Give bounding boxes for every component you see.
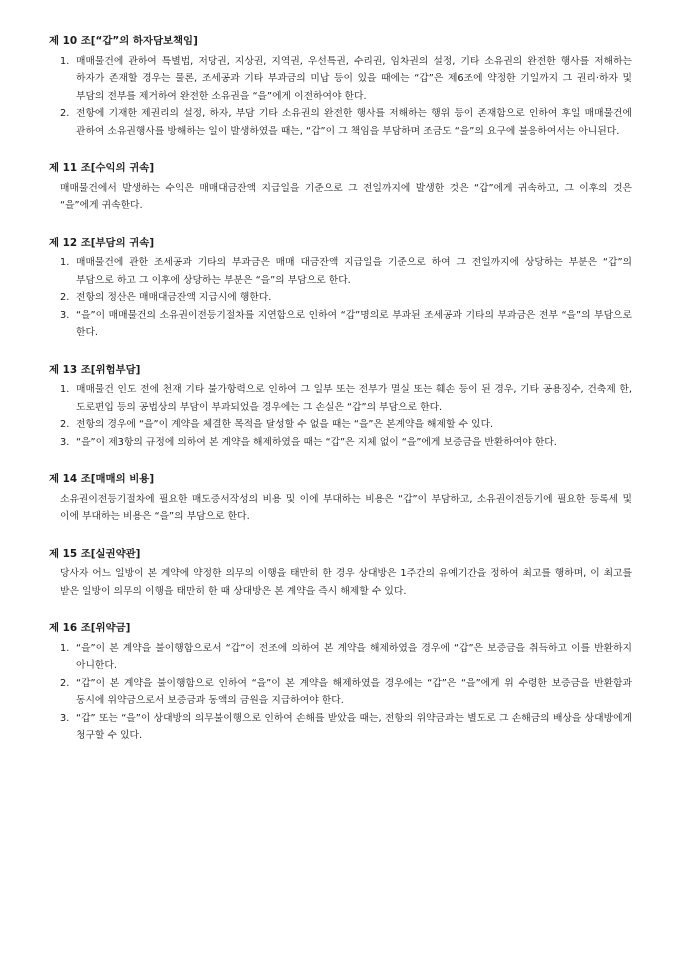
article-item-list <box>49 254 632 342</box>
item-number: 1. <box>60 642 70 654</box>
article-title: 제 11 조[수익의 귀속] <box>49 162 155 174</box>
item-number: 1. <box>60 55 70 67</box>
article-item <box>49 53 632 106</box>
item-text: 매매물건에 관한 조세공과 기타의 부과금은 매매 대금잔액 지급일을 기준으로 하여 그 전일까지에 상당하는 부분은 “갑”의 부담으로 하고 그 이후에 상당하는 부분은 “을”의 부담으로 한다. <box>76 257 632 286</box>
item-number: 2. <box>60 292 70 303</box>
article-item <box>49 434 632 452</box>
article-item <box>49 254 632 289</box>
article-title: 제 13 조[위험부담] <box>49 363 141 376</box>
article-item <box>49 710 632 745</box>
item-text: 전항의 정산은 매매대금잔액 지급시에 행한다. <box>76 292 272 303</box>
article-title: 제 12 조[부담의 귀속] <box>49 236 155 249</box>
article-10 <box>49 33 632 140</box>
item-number: 1. <box>60 257 70 268</box>
item-text: “갑”이 본 계약을 불이행함으로 인하여 “을”이 본 계약을 해제하였을 경우에는 “갑”은 “을”에게 위 수령한 보증금을 반환함과 동시에 위약금으로서 보증금과 동액의 금원을 지급하여야 한다. <box>76 677 632 706</box>
article-item <box>49 289 632 307</box>
article-item <box>49 307 632 342</box>
article-item-list <box>49 53 632 141</box>
article-13 <box>49 362 632 452</box>
article-title: 제 14 조[매매의 비용] <box>49 473 155 485</box>
item-number: 2. <box>60 419 70 430</box>
article-14 <box>49 471 632 526</box>
article-item <box>49 640 632 675</box>
item-text: 매매물건에 관하여 특별법, 저당권, 지상권, 지역권, 우선특권, 수리권, 임차권의 설정, 기타 소유권의 완전한 행사를 저해하는 하자가 존재할 경우는 물론, 조세공과 기타 부과금의 미납 등이 있을 때에는 “갑”은 제6조에 약정한 기일까지 그 권리·하자 및 부담의 전부를 제거하여 완전한 소유권을 “을”에게 이전하여야 한다. <box>76 55 632 102</box>
item-number: 1. <box>60 384 70 395</box>
article-item <box>49 675 632 710</box>
item-text: “을”이 매매물건의 소유권이전등기절차를 지연함으로 인하여 “갑”명의로 부과된 조세공과 기타의 부과금은 전부 “을”의 부담으로 한다. <box>76 309 632 338</box>
article-paragraph: 매매물건에서 발생하는 수익은 매매대금잔액 지급일을 기준으로 그 전일까지에 발생한 것은 “갑”에게 귀속하고, 그 이후의 것은 “을”에게 귀속한다. <box>60 182 632 211</box>
article-paragraph: 당사자 어느 일방이 본 계약에 약정한 의무의 이행을 태만히 한 경우 상대방은 1주간의 유예기간을 정하여 최고를 행하며, 이 최고를 받은 일방이 의무의 이행을 태만히 한 때 상대방은 본 계약을 즉시 해제할 수 있다. <box>60 568 632 597</box>
item-text: 전항에 기재한 제권리의 설정, 하자, 부담 기타 소유권의 완전한 행사를 저해하는 행위 등이 존재함으로 인하여 후일 매매물건에 관하여 소유권행사를 방해하는 일이 발생하였을 때는, “갑”이 그 책임을 부담하며 조금도 “을”의 요구에 불응하여서는 아니된다. <box>76 108 632 137</box>
item-text: 전항의 경우에 “을”이 계약을 체결한 목적을 달성할 수 없을 때는 “을”은 본계약을 해제할 수 있다. <box>76 419 494 430</box>
article-paragraph: 소유권이전등기절차에 필요한 매도증서작성의 비용 및 이에 부대하는 비용은 “갑”이 부담하고, 소유권이전등기에 필요한 등록세 및 이에 부대하는 비용은 “을”의 부담으로 한다. <box>60 493 632 522</box>
article-item-list <box>49 640 632 745</box>
article-title: 제 16 조[위약금] <box>49 622 131 634</box>
item-text: “갑” 또는 “을”이 상대방의 의무불이행으로 인하여 손해를 받았을 때는, 전항의 위약금과는 별도로 그 손해금의 배상을 상대방에게 청구할 수 있다. <box>76 712 632 741</box>
item-number: 3. <box>60 309 70 321</box>
article-12 <box>49 235 632 342</box>
article-item <box>49 416 632 434</box>
item-text: “을”이 본 계약을 불이행함으로서 “갑”이 전조에 의하여 본 계약을 해제하였을 경우에 “갑”은 보증금을 취득하고 이를 반환하지 아니한다. <box>76 642 632 671</box>
article-item <box>49 381 632 416</box>
item-text: “을”이 제3항의 규정에 의하여 본 계약을 해제하였을 때는 “갑”은 지체 없이 “을”에게 보증금을 반환하여야 한다. <box>76 436 557 448</box>
article-15 <box>49 546 632 601</box>
article-11 <box>49 160 632 215</box>
article-title: 제 10 조[“갑”의 하자담보책임] <box>49 35 198 47</box>
item-text: 매매물건 인도 전에 천재 기타 불가항력으로 인하여 그 일부 또는 전부가 멸실 또는 훼손 등이 된 경우, 기타 공용징수, 건축제 한, 도로편입 등의 공법상의 부담이 부과되었을 경우에는 그 손실은 “갑”의 부담으로 한다. <box>76 384 632 413</box>
article-16 <box>49 620 632 745</box>
item-number: 2. <box>60 108 70 119</box>
article-item-list <box>49 381 632 451</box>
item-number: 3. <box>60 436 70 448</box>
item-number: 3. <box>60 712 70 724</box>
article-title: 제 15 조[실권약관] <box>49 547 141 560</box>
item-number: 2. <box>60 677 70 689</box>
article-item <box>49 105 632 140</box>
